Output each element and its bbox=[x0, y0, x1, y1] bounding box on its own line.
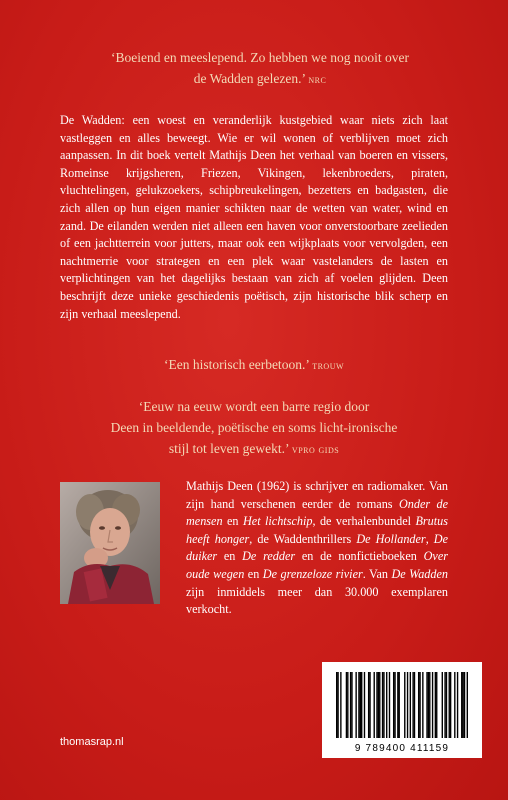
book-title: Over oude wegen bbox=[186, 549, 448, 581]
author-portrait-image bbox=[60, 482, 160, 604]
book-title: De duiker bbox=[186, 531, 449, 564]
bio-text: zijn inmiddels meer dan 30.000 exemplaren verkocht. bbox=[186, 584, 448, 617]
bio-text: en de nonfictieboeken bbox=[295, 549, 424, 564]
barcode-bar bbox=[369, 672, 370, 738]
publisher-website: thomasrap.nl bbox=[60, 736, 124, 748]
book-title: De Hollander bbox=[356, 531, 426, 546]
barcode-bar bbox=[429, 672, 430, 738]
barcode-bar bbox=[428, 672, 429, 738]
bio-text: , de verhalenbundel bbox=[312, 514, 416, 529]
barcode-bar bbox=[386, 672, 387, 738]
bio-text: en bbox=[222, 514, 243, 529]
barcode-bar bbox=[378, 672, 379, 738]
barcode-bar bbox=[426, 672, 427, 738]
barcode-bar bbox=[467, 672, 468, 738]
barcode-bar bbox=[361, 672, 362, 738]
barcode-bar bbox=[379, 672, 380, 738]
barcode-bar bbox=[368, 672, 369, 738]
mid-quote-source: trouw bbox=[312, 360, 345, 372]
barcode-bar bbox=[414, 672, 415, 738]
barcode-bar bbox=[360, 672, 361, 738]
barcode-bar bbox=[412, 672, 413, 738]
barcode-bar bbox=[383, 672, 384, 738]
barcode-bar bbox=[350, 672, 351, 738]
barcode-bar bbox=[457, 672, 458, 738]
barcode-bar bbox=[351, 672, 352, 738]
barcode-bar bbox=[397, 672, 398, 738]
bottom-quote-line3: stijl tot leven gewekt.’ bbox=[168, 441, 289, 456]
bio-text: en bbox=[244, 566, 263, 581]
top-review-quote bbox=[60, 47, 460, 91]
book-title: Onder de mensen bbox=[186, 496, 448, 529]
barcode-bar bbox=[464, 672, 465, 738]
barcode-bar bbox=[454, 672, 455, 738]
barcode-bar bbox=[461, 672, 462, 738]
barcode-bar bbox=[358, 672, 359, 738]
barcode-bar bbox=[336, 672, 337, 738]
author-bio bbox=[186, 478, 448, 619]
mid-review-quote bbox=[60, 355, 448, 376]
barcode-bar bbox=[462, 672, 463, 738]
barcode-bar bbox=[376, 672, 377, 738]
barcode-bar bbox=[347, 672, 348, 738]
barcode-bar bbox=[432, 672, 433, 738]
bio-text: , bbox=[425, 531, 434, 546]
barcode-bar bbox=[435, 672, 436, 738]
mid-quote-text: ‘Een historisch eerbetoon.’ bbox=[163, 357, 309, 372]
barcode-bar bbox=[422, 672, 423, 738]
barcode-bar bbox=[346, 672, 347, 738]
barcode-bar bbox=[382, 672, 383, 738]
author-photo bbox=[60, 482, 160, 604]
barcode-bar bbox=[407, 672, 408, 738]
bio-text: , de Waddenthrillers bbox=[249, 531, 357, 546]
book-title: De Wadden bbox=[391, 566, 448, 581]
barcode-bar bbox=[364, 672, 365, 738]
bottom-review-quote bbox=[60, 396, 448, 461]
bio-text: . Van bbox=[362, 566, 392, 581]
top-quote-line1: ‘Boeiend en meeslepend. Zo hebben we nog nooit over bbox=[110, 50, 410, 65]
top-quote-line2: de Wadden gelezen.’ bbox=[193, 71, 305, 86]
barcode-bar bbox=[404, 672, 405, 738]
barcode-bar bbox=[410, 672, 411, 738]
book-title: De redder bbox=[242, 549, 296, 564]
barcode-bar bbox=[449, 672, 450, 738]
book-title: Het lichtschip bbox=[242, 514, 313, 529]
barcode-bar bbox=[389, 672, 390, 738]
book-blurb: De Wadden: een woest en veranderlijk kustgebied waar niets zich laat vastleggen en alles beweegt. Wie er wil wonen of verblijven moet zich aanpassen. In dit boek vertelt Mathijs Deen het verhaal van boeren en vissers, Romeinse krijgsheren, Friezen, Vikingen, lekenbroeders, piraten, vluchtelingen, gelukzoekers, schipbreukelingen, bezetters en badgasten, die zich allen op hun eigen manier schikten naar de wetten van water, wind en zand. De eilanden werden niet alleen een haven voor onverstoorbare zeelieden of een jachtterrein voor jutters, maar ook een wijkplaats voor vervolgden, een nachtmerrie voor strategen en een plek waar vastelanders de lasten en verplichtingen van het dagelijks bestaan van zich af voelen glijden. Deen beschrijft deze unieke geschiedenis poëtisch, zijn historische blik scherp en zijn verhaal meeslepend. bbox=[60, 113, 448, 321]
barcode-bar bbox=[418, 672, 419, 738]
book-title: De grenzeloze rivier bbox=[262, 566, 363, 581]
barcode-bar bbox=[419, 672, 420, 738]
author-name: Mathijs Deen bbox=[186, 479, 253, 493]
bottom-quote-source: vpro gids bbox=[291, 444, 340, 456]
barcode-bar bbox=[444, 672, 445, 738]
isbn-digits: 9 789400 411159 bbox=[354, 743, 450, 754]
barcode-bar bbox=[340, 672, 341, 738]
bottom-quote-line2: Deen in beeldende, poëtische en soms licht-ironische bbox=[110, 420, 398, 435]
barcode-bar bbox=[442, 672, 443, 738]
barcode-bar bbox=[374, 672, 375, 738]
barcode-bar bbox=[394, 672, 395, 738]
barcode-bar bbox=[393, 672, 394, 738]
barcode-bar bbox=[446, 672, 447, 738]
barcode-bar bbox=[399, 672, 400, 738]
book-title: Brutus heeft honger bbox=[186, 514, 448, 546]
barcode-bar bbox=[436, 672, 437, 738]
isbn-barcode bbox=[322, 662, 482, 758]
barcode-bar bbox=[337, 672, 338, 738]
bottom-quote-line1: ‘Eeuw na eeuw wordt een barre regio door bbox=[138, 399, 370, 414]
barcode-bar bbox=[355, 672, 356, 738]
bio-text: (1962) is schrijver en radiomaker. Van zijn hand verschenen eerder de romans bbox=[186, 479, 448, 511]
bio-text: en bbox=[217, 549, 243, 564]
top-quote-source: nrc bbox=[308, 74, 327, 86]
barcode-bar bbox=[450, 672, 451, 738]
